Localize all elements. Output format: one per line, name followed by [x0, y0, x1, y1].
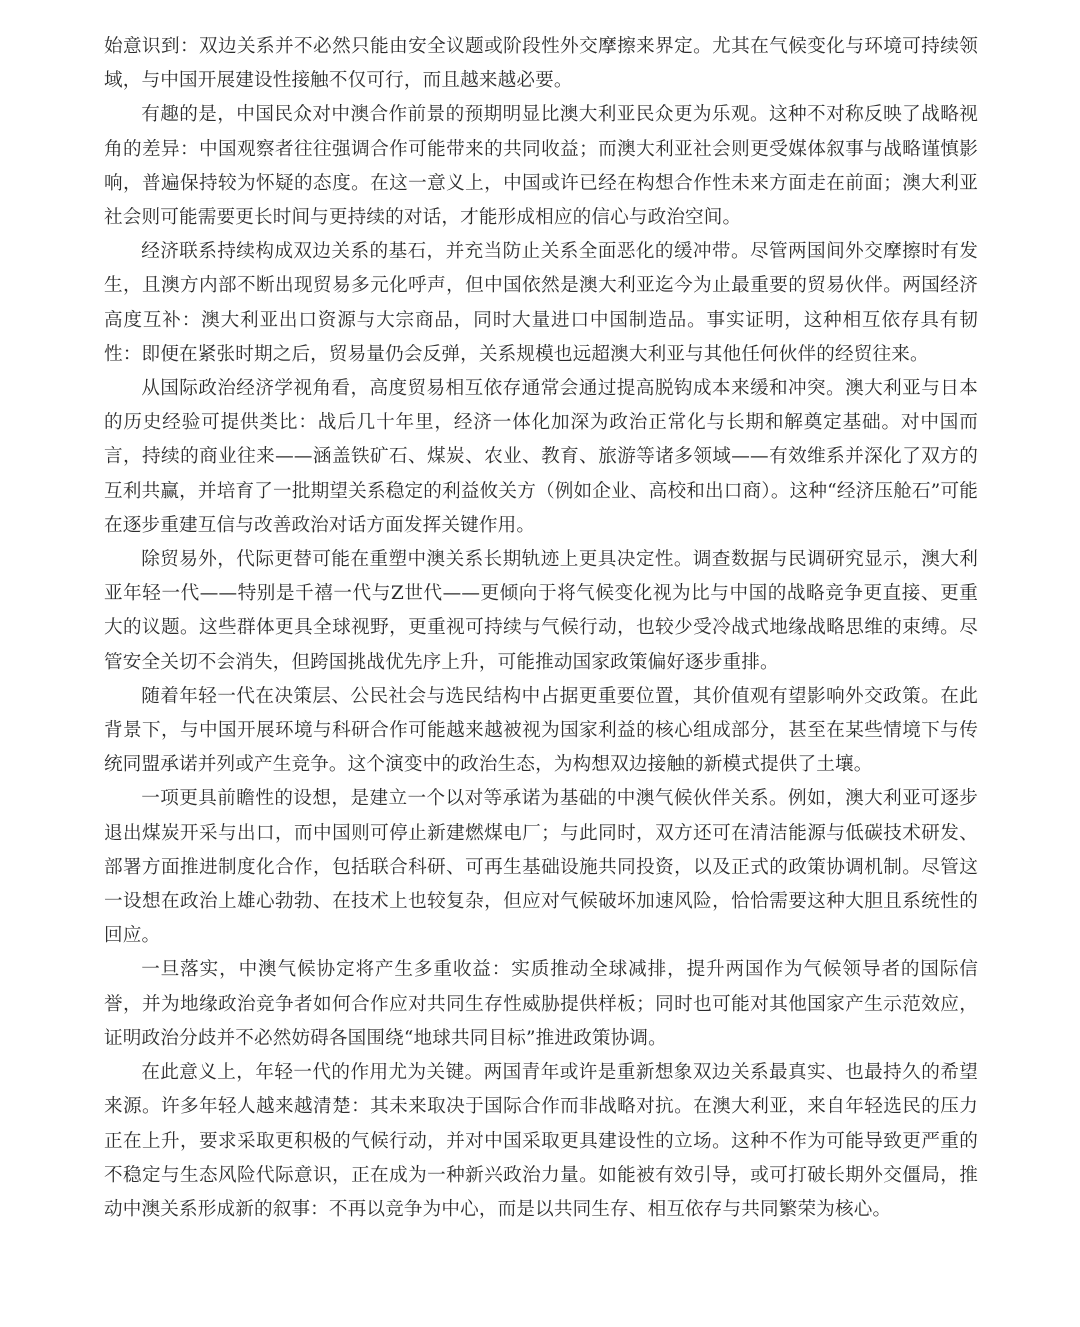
paragraph-3: 经济联系持续构成双边关系的基石，并充当防止关系全面恶化的缓冲带。尽管两国间外交摩擦时有发生，且澳方内部不断出现贸易多元化呼声，但中国依然是澳大利亚迄今为止最重要的贸易伙伴。两国经济高度互补：澳大利亚出口资源与大宗商品，同时大量进口中国制造品。事实证明，这种相互依存具有韧性：即便在紧张时期之后，贸易量仍会反弹，关系规模也远超澳大利亚与其他任何伙伴的经贸往来。: [104, 241, 978, 365]
paragraph-4: 从国际政治经济学视角看，高度贸易相互依存通常会通过提高脱钩成本来缓和冲突。澳大利亚与日本的历史经验可提供类比：战后几十年里，经济一体化加深为政治正常化与长期和解奠定基础。对中国而言，持续的商业往来——涵盖铁矿石、煤炭、农业、教育、旅游等诸多领域——有效维系并深化了双方的互利共赢，并培育了一批期望关系稳定的利益攸关方（例如企业、高校和出口商）。这种“经济压舱石”可能在逐步重建互信与改善政治对话方面发挥关键作用。: [104, 378, 978, 536]
paragraph-1: 始意识到：双边关系并不必然只能由安全议题或阶段性外交摩擦来界定。尤其在气候变化与环境可持续领域，与中国开展建设性接触不仅可行，而且越来越必要。: [104, 36, 978, 92]
paragraph-8: 一旦落实，中澳气候协定将产生多重收益：实质推动全球减排，提升两国作为气候领导者的国际信誉，并为地缘政治竞争者如何合作应对共同生存性威胁提供样板；同时也可能对其他国家产生示范效应，证明政治分歧并不必然妨碍各国围绕“地球共同目标”推进政策协调。: [104, 959, 978, 1049]
paragraph-9: 在此意义上，年轻一代的作用尤为关键。两国青年或许是重新想象双边关系最真实、也最持久的希望来源。许多年轻人越来越清楚：其未来取决于国际合作而非战略对抗。在澳大利亚，来自年轻选民的压力正在上升，要求采取更积极的气候行动，并对中国采取更具建设性的立场。这种不作为可能导致更严重的不稳定与生态风险代际意识，正在成为一种新兴政治力量。如能被有效引导，或可打破长期外交僵局，推动中澳关系形成新的叙事：不再以竞争为中心，而是以共同生存、相互依存与共同繁荣为核心。: [104, 1062, 978, 1220]
article-body: [104, 0, 978, 1227]
paragraph-5: 除贸易外，代际更替可能在重塑中澳关系长期轨迹上更具决定性。调查数据与民调研究显示，澳大利亚年轻一代——特别是千禧一代与Z世代——更倾向于将气候变化视为比与中国的战略竞争更直接、更重大的议题。这些群体更具全球视野，更重视可持续与气候行动，也较少受冷战式地缘战略思维的束缚。尽管安全关切不会消失，但跨国挑战优先序上升，可能推动国家政策偏好逐步重排。: [104, 549, 978, 673]
paragraph-6: 随着年轻一代在决策层、公民社会与选民结构中占据更重要位置，其价值观有望影响外交政策。在此背景下，与中国开展环境与科研合作可能越来越被视为国家利益的核心组成部分，甚至在某些情境下与传统同盟承诺并列或产生竞争。这个演变中的政治生态，为构想双边接触的新模式提供了土壤。: [104, 685, 978, 776]
paragraph-7: 一项更具前瞻性的设想，是建立一个以对等承诺为基础的中澳气候伙伴关系。例如，澳大利亚可逐步退出煤炭开采与出口，而中国则可停止新建燃煤电厂；与此同时，双方还可在清洁能源与低碳技术研发、部署方面推进制度化合作，包括联合科研、可再生基础设施共同投资，以及正式的政策协调机制。尽管这一设想在政治上雄心勃勃、在技术上也较复杂，但应对气候破坏加速风险，恰恰需要这种大胆且系统性的回应。: [104, 788, 978, 947]
paragraph-2: 有趣的是，中国民众对中澳合作前景的预期明显比澳大利亚民众更为乐观。这种不对称反映了战略视角的差异：中国观察者往往强调合作可能带来的共同收益；而澳大利亚社会则更受媒体叙事与战略谨慎影响，普遍保持较为怀疑的态度。在这一意义上，中国或许已经在构想合作性未来方面走在前面；澳大利亚社会则可能需要更长时间与更持续的对话，才能形成相应的信心与政治空间。: [104, 104, 978, 229]
